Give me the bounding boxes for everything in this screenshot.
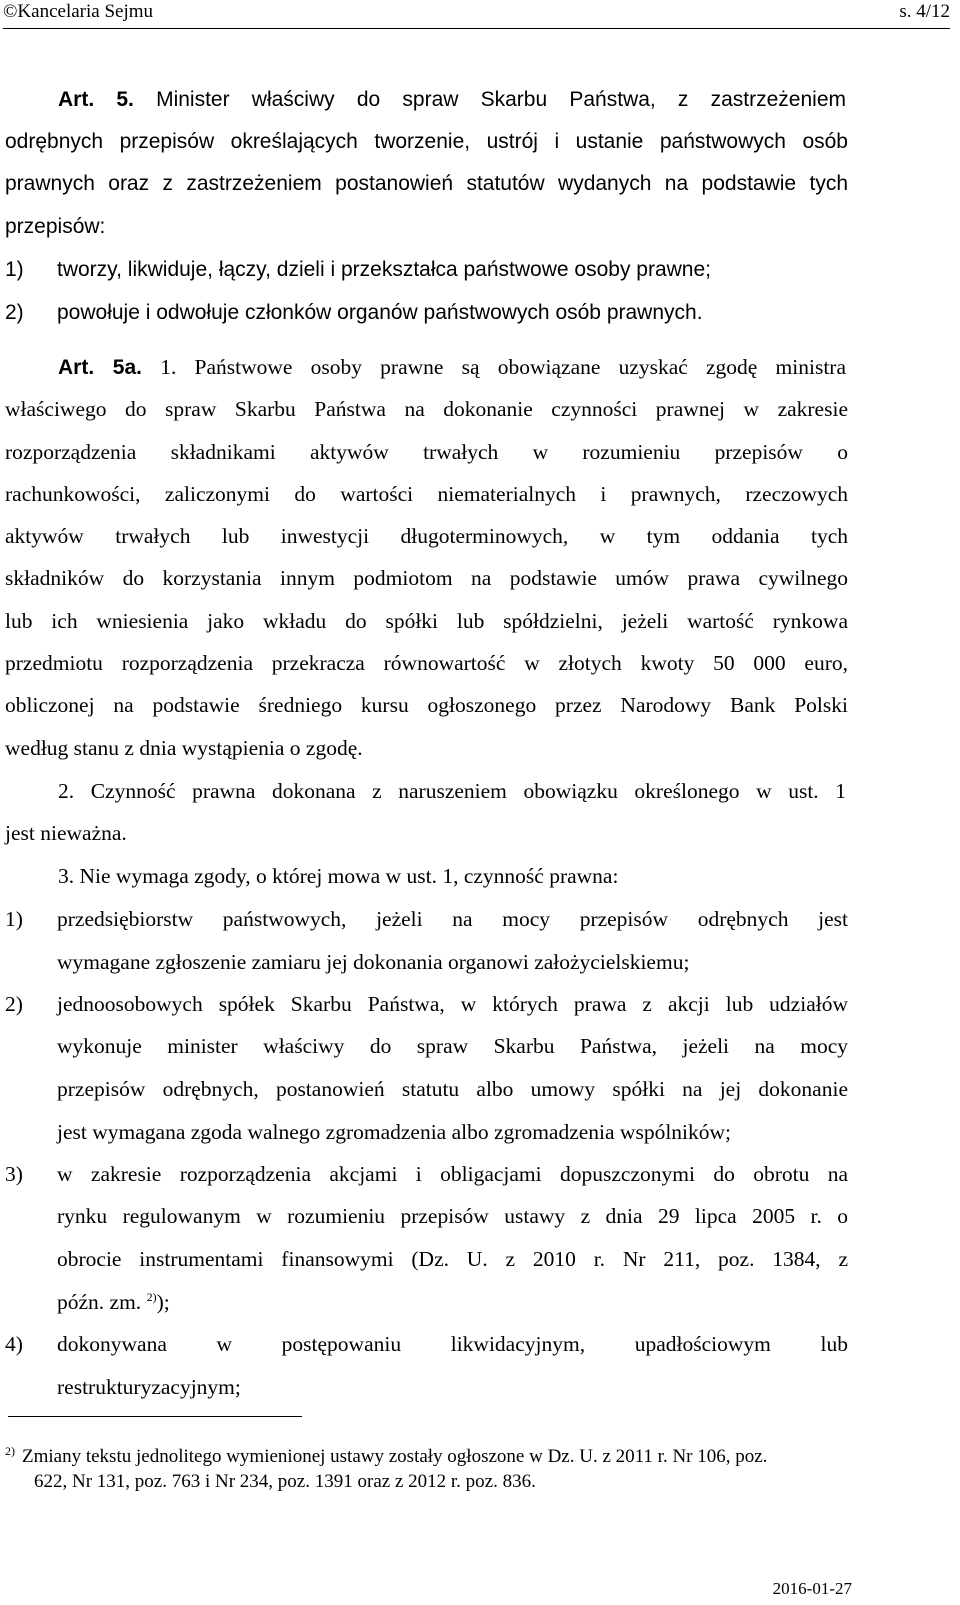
art5a-line-3: rozporządzenia składnikami aktywów trwałych w rozumieniu przepisów o (5, 440, 848, 464)
art5-line-4: przepisów: (5, 215, 106, 238)
item-3-line-4: późn. zm. $^{2)}$); (57, 1289, 170, 1314)
art5a-line-4: rachunkowości, zaliczonymi do wartości niematerialnych i prawnych, rzeczowych (5, 482, 848, 506)
footnote-ref[interactable]: 2) (146, 1289, 157, 1304)
art5a-line-9: obliczonej na podstawie średniego kursu ogłoszonego przez Narodowy Bank Polski (5, 693, 848, 717)
art5-point-2-num: 2) (5, 301, 24, 324)
item-2-line-2: wykonuje minister właściwy do spraw Skarbu Państwa, jeżeli na mocy (57, 1034, 848, 1058)
art5a-line-10: według stanu z dnia wystąpienia o zgodę. (5, 736, 363, 760)
footnote-rule (8, 1416, 302, 1417)
item-3-line-1: w zakresie rozporządzenia akcjami i obligacjami dopuszczonymi do obrotu na (57, 1162, 848, 1186)
item-2-num: 2) (5, 992, 23, 1016)
art5-line-3: prawnych oraz z zastrzeżeniem postanowień statutów wydanych na podstawie tych (5, 172, 848, 195)
item-1-line-2: wymagane zgłoszenie zamiaru jej dokonania organowi założycielskiemu; (57, 950, 690, 974)
item-3-line-3: obrocie instrumentami finansowymi (Dz. U. z 2010 r. Nr 211, poz. 1384, z (57, 1247, 848, 1271)
item-1-num: 1) (5, 907, 23, 931)
header-publisher: ©Kancelaria Sejmu (3, 1, 154, 22)
art5a-line-7: lub ich wniesienia jako wkładu do spółki lub spółdzielni, jeżeli wartość rynkowa (5, 609, 848, 633)
item-3-line-2: rynku regulowanym w rozumieniu przepisów ustawy z dnia 29 lipca 2005 r. o (57, 1204, 848, 1228)
document-date: 2016-01-27 (772, 1579, 852, 1598)
art5a-ust2-line-1: 2. Czynność prawna dokonana z naruszeniem obowiązku określonego w ust. 1 (58, 779, 846, 803)
art5-point-1-num: 1) (5, 258, 24, 281)
item-2-line-3: przepisów odrębnych, postanowień statutu albo umowy spółki na jej dokonanie (57, 1077, 848, 1101)
item-2-line-4: jest wymagana zgoda walnego zgromadzenia albo zgromadzenia wspólników; (57, 1120, 732, 1144)
footnote-mark: 2) (5, 1444, 15, 1458)
art5a-label: Art. 5a. (58, 356, 143, 379)
art5a-line-2: właściwego do spraw Skarbu Państwa na dokonanie czynności prawnej w zakresie (5, 397, 848, 421)
art5a-ust2-line-2: jest nieważna. (5, 821, 127, 845)
item-1-line-1: przedsiębiorstw państwowych, jeżeli na mocy przepisów odrębnych jest (57, 907, 848, 931)
art5-point-2: powołuje i odwołuje członków organów państwowych osób prawnych. (57, 301, 703, 324)
page-header (0, 0, 960, 30)
art5-line-1: Art. 5. Minister właściwy do spraw Skarbu Państwa, z zastrzeżeniem (58, 88, 847, 111)
header-rule (3, 28, 950, 29)
item-4-line-1: dokonywana w postępowaniu likwidacyjnym, upadłościowym lub (57, 1332, 848, 1356)
art5a-line-6: składników do korzystania innym podmiotom na podstawie umów prawa cywilnego (5, 566, 848, 590)
art5-line-2: odrębnych przepisów określających tworzenie, ustrój i ustanie państwowych osób (5, 130, 848, 153)
item-4-num: 4) (5, 1332, 23, 1356)
art5a-line-1: Art. 5a. 1. Państwowe osoby prawne są obowiązane uzyskać zgodę ministra (58, 355, 847, 379)
art5-label: Art. 5. (58, 88, 134, 111)
art5-point-1: tworzy, likwiduje, łączy, dzieli i przekształca państwowe osoby prawne; (57, 258, 711, 281)
art5a-line-5: aktywów trwałych lub inwestycji długoterminowych, w tym oddania tych (5, 524, 848, 548)
item-3-num: 3) (5, 1162, 23, 1186)
footnote-line-1: Zmiany tekstu jednolitego wymienionej ustawy zostały ogłoszone w Dz. U. z 2011 r. Nr 106, poz. (22, 1446, 768, 1467)
art5a-line-8: przedmiotu rozporządzenia przekracza równowartość w złotych kwoty 50 000 euro, (5, 651, 848, 675)
item-2-line-1: jednoosobowych spółek Skarbu Państwa, w których prawa z akcji lub udziałów (57, 992, 848, 1016)
item-4-line-2: restrukturyzacyjnym; (57, 1375, 241, 1399)
header-page-number: s. 4/12 (899, 1, 950, 22)
footnote-line-2: 622, Nr 131, poz. 763 i Nr 234, poz. 1391 oraz z 2012 r. poz. 836. (34, 1471, 536, 1492)
art5a-ust3: 3. Nie wymaga zgody, o której mowa w ust. 1, czynność prawna: (58, 864, 619, 888)
